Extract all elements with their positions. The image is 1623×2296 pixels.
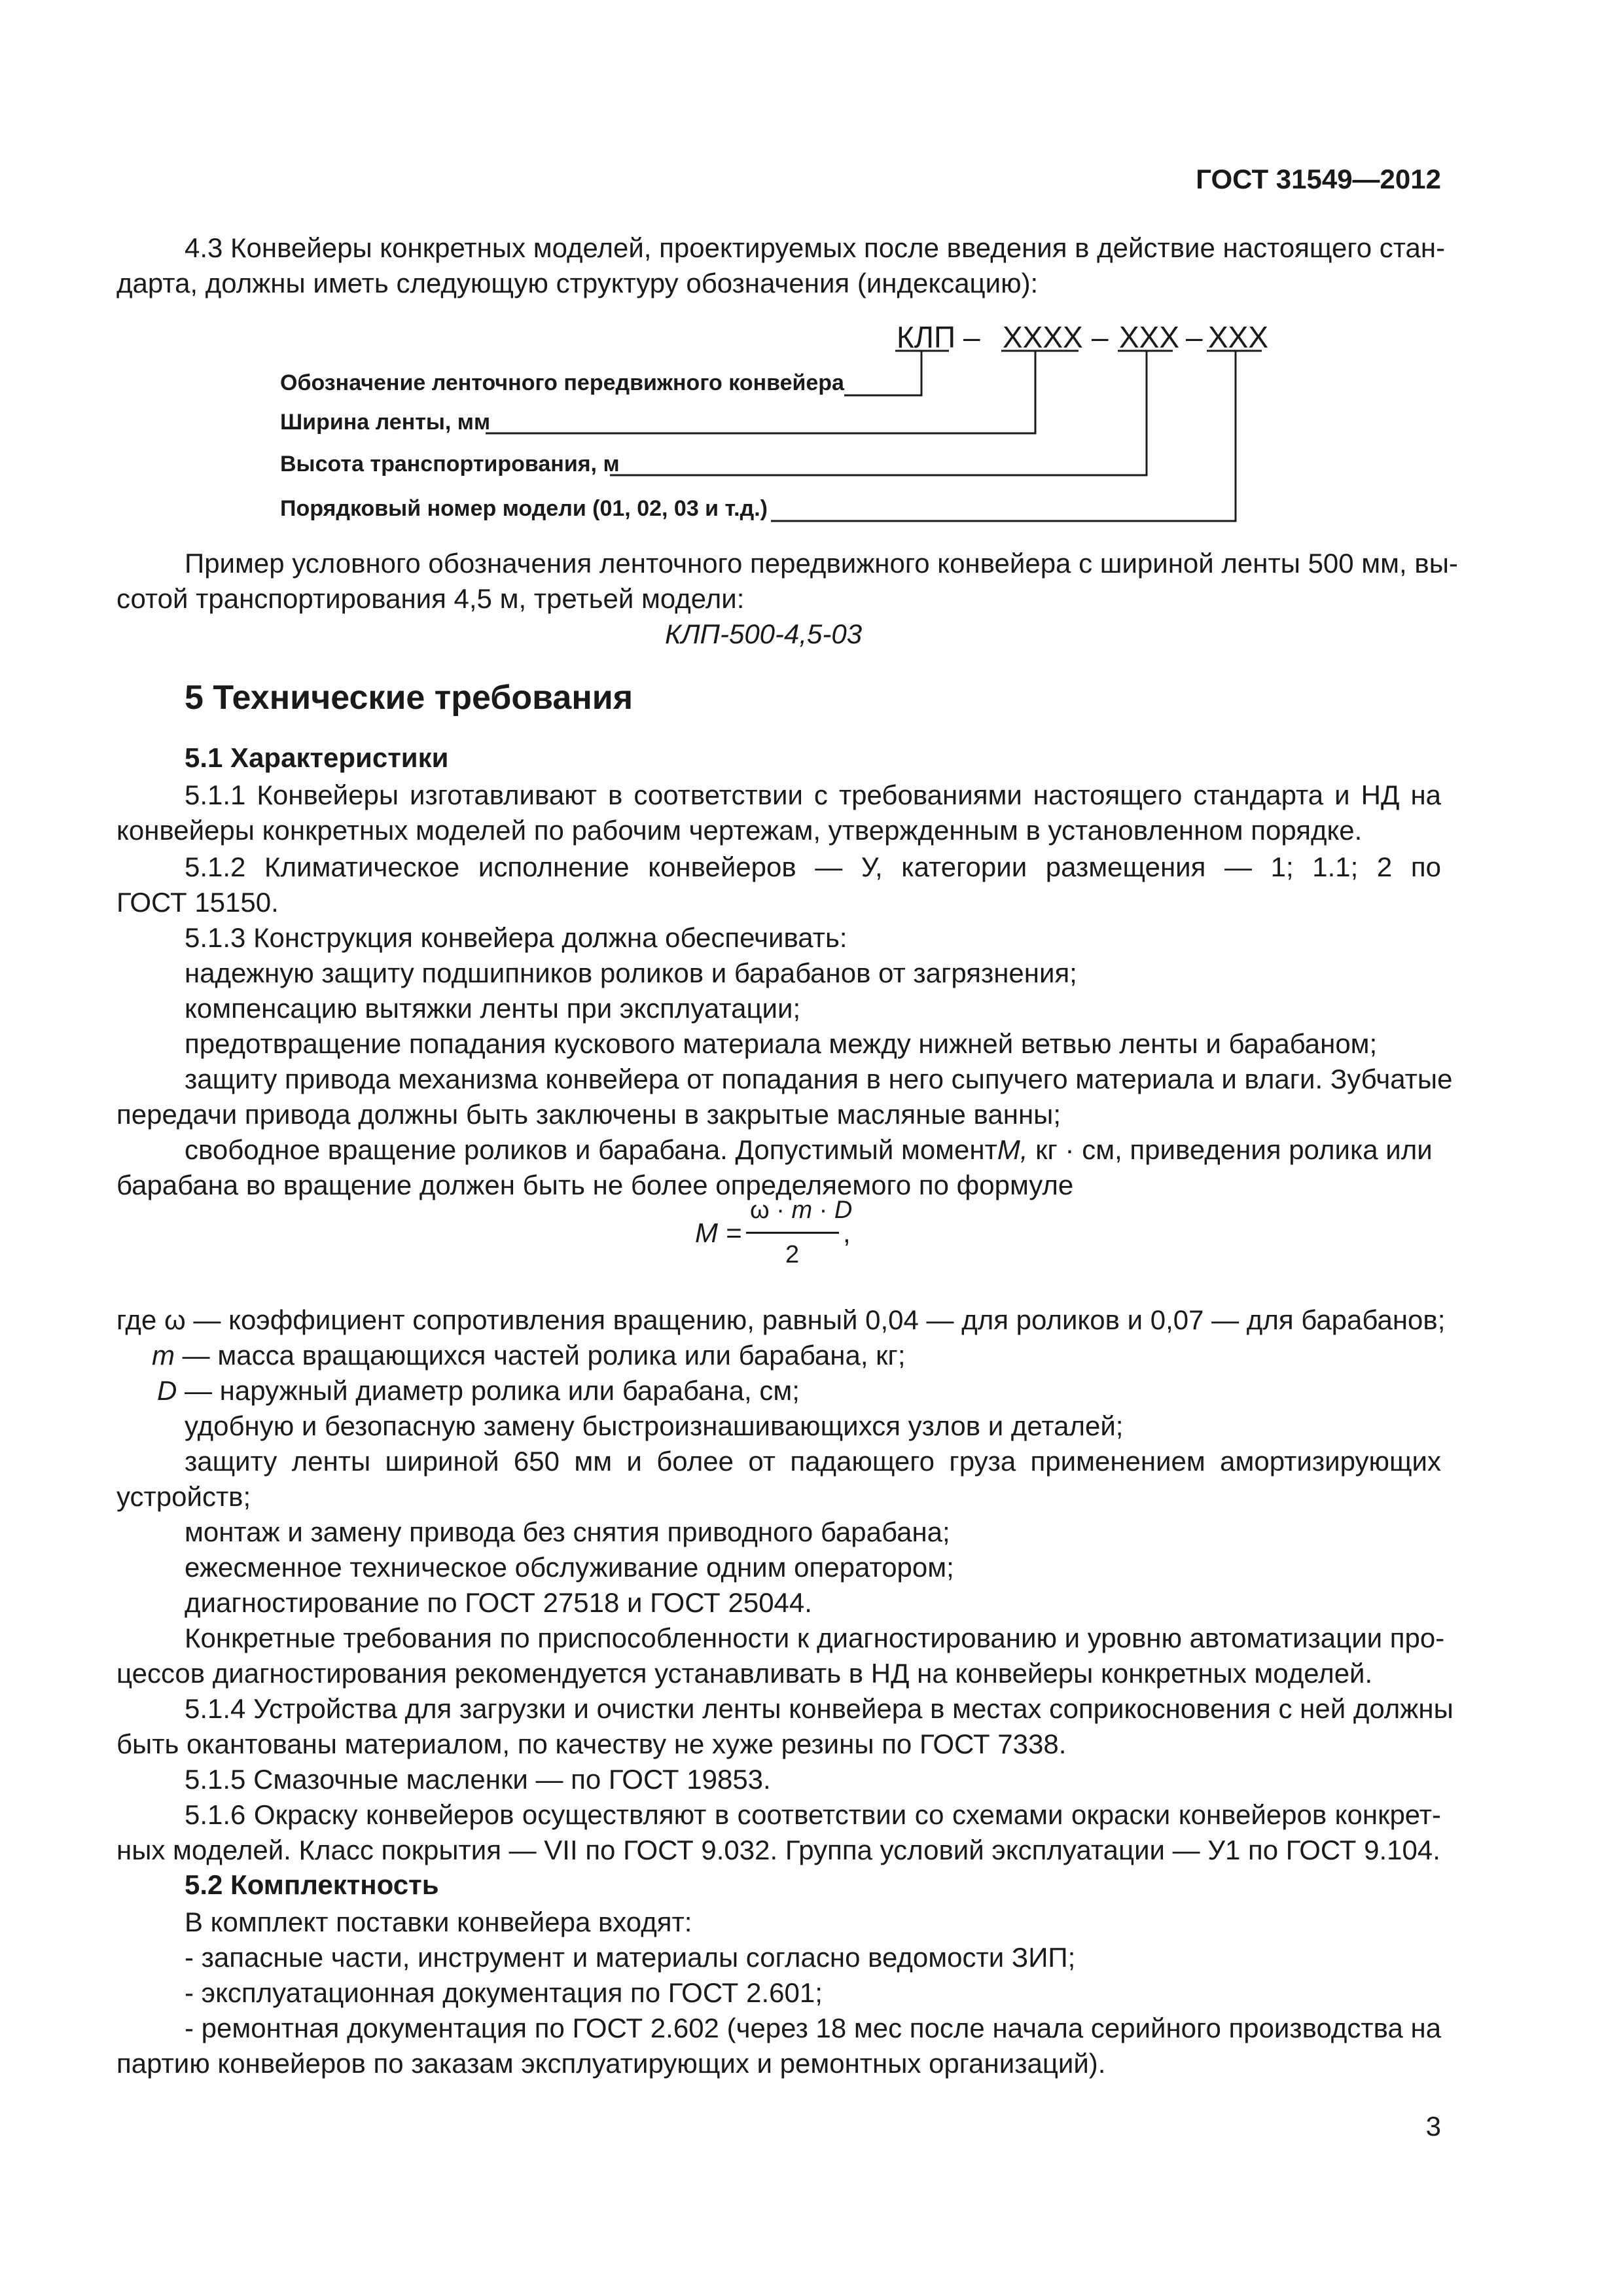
para-5-1-1-line2: конвейеры конкретных моделей по рабочим чертежам, утвержденным в установленном порядке. (116, 815, 1363, 846)
para-5-1-2-line1: 5.1.2 Климатическое исполнение конвейеров — У, категории размещения — 1; 1.1; 2 по (185, 852, 1441, 882)
item-maintenance: ежесменное техническое обслуживание одним оператором; (185, 1552, 954, 1583)
where-m-text: — масса вращающихся частей ролика или барабана, кг; (175, 1340, 906, 1371)
diagnostics-line2: цессов диагностирования рекомендуется устанавливать в НД на конвейеры конкретных моделей. (116, 1658, 1373, 1689)
moment-symbol: M, (997, 1134, 1028, 1165)
formula-dot: · (819, 1196, 828, 1224)
para-5-1-4-line2: быть окантованы материалом, по качеству не хуже резины по ГОСТ 7338. (116, 1729, 1067, 1759)
label-model-number: Порядковый номер модели (01, 02, 03 и т.д.) (280, 496, 768, 521)
para-5-1-1-line1: 5.1.1 Конвейеры изготавливают в соответствии с требованиями настоящего стандарта и НД на (185, 780, 1441, 810)
para-5-1-5: 5.1.5 Смазочные масленки — по ГОСТ 19853. (185, 1764, 771, 1795)
diagnostics-line1: Конкретные требования по приспособленности к диагностированию и уровню автоматизации про- (185, 1623, 1445, 1653)
where-d (157, 1373, 800, 1408)
item-diagnostics: диагностирование по ГОСТ 27518 и ГОСТ 25044. (185, 1587, 812, 1618)
where-prefix: где (116, 1304, 164, 1335)
formula-numerator (750, 1196, 852, 1225)
para-5-1-4-line1: 5.1.4 Устройства для загрузки и очистки ленты конвейера в местах соприкосновения с ней должны (185, 1693, 1454, 1724)
token-height: XXX (1119, 320, 1180, 354)
para-5-1-6-line1: 5.1.6 Окраску конвейеров осуществляют в соответствии со схемами окраски конвейеров конкрет- (185, 1799, 1441, 1830)
document-number: ГОСТ 31549—2012 (1196, 164, 1441, 194)
kit-item-operational-docs: - эксплуатационная документация по ГОСТ 2.601; (185, 1977, 823, 2008)
subsection-5-2-title: 5.2 Комплектность (185, 1869, 439, 1900)
subsection-5-1-title: 5.1 Характеристики (185, 742, 449, 773)
rotation-line1-part2: кг · см, приведения ролика или (1027, 1134, 1433, 1165)
formula-omega: ω · (750, 1196, 785, 1224)
drive-protection-line1: защиту привода механизма конвейера от попадания в него сыпучего материала и влаги. Зубчатые (185, 1064, 1453, 1094)
para-5-1-2-line2: ГОСТ 15150. (116, 887, 279, 918)
kit-item-spare-parts: - запасные части, инструмент и материалы согласно ведомости ЗИП; (185, 1942, 1076, 1973)
section-5-title: 5 Технические требования (185, 679, 633, 717)
page-number: 3 (1425, 2111, 1441, 2142)
token-model: XXX (1208, 320, 1269, 354)
where-omega (116, 1302, 1445, 1338)
rotation-line1-part1: свободное вращение роликов и барабана. Допустимый момент (185, 1134, 997, 1165)
rotation-line2: барабана во вращение должен быть не более определяемого по формуле (116, 1170, 1074, 1200)
kit-repair-line2: партию конвейеров по заказам эксплуатирующих и ремонтных организаций). (116, 2048, 1106, 2079)
example-code: КЛП-500-4,5-03 (665, 619, 863, 649)
example-line2: сотой транспортирования 4,5 м, третьей модели: (116, 583, 745, 614)
formula-d: D (834, 1196, 853, 1224)
formula-m: m (791, 1196, 813, 1224)
token-dash-2: – (1092, 320, 1109, 354)
formula-fraction-bar (746, 1232, 839, 1234)
label-transport-height: Высота транспортирования, м (280, 452, 620, 476)
para-4-3-line1: 4.3 Конвейеры конкретных моделей, проектируемых после введения в действие настоящего стан- (185, 232, 1446, 263)
label-conveyor-designation: Обозначение ленточного передвижного конвейера (280, 370, 844, 395)
para-5-1-3-intro: 5.1.3 Конструкция конвейера должна обеспечивать: (185, 922, 847, 953)
where-omega-symbol: ω (164, 1304, 186, 1335)
where-d-symbol: D (157, 1375, 177, 1406)
token-klp: КЛП (897, 320, 956, 354)
item-bearing-protection: надежную защиту подшипников роликов и барабанов от загрязнения; (185, 958, 1077, 988)
where-m-symbol: m (152, 1340, 175, 1371)
para-4-3-line2: дарта, должны иметь следующую структуру обозначения (индексацию): (116, 268, 1039, 298)
formula-denominator: 2 (785, 1241, 800, 1268)
item-lump-prevention: предотвращение попадания кускового материала между нижней ветвью ленты и барабаном; (185, 1028, 1378, 1059)
item-wear-parts-replacement: удобную и безопасную замену быстроизнашивающихся узлов и деталей; (185, 1410, 1124, 1441)
token-width: XXXX (1003, 320, 1083, 354)
designation-leader-lines (0, 0, 1623, 589)
where-d-text: — наружный диаметр ролика или барабана, см; (177, 1375, 800, 1406)
token-dash-3: – (1186, 320, 1203, 354)
formula-lhs: M = (695, 1217, 742, 1248)
example-line1: Пример условного обозначения ленточного передвижного конвейера с шириной ленты 500 мм, вы- (185, 548, 1458, 579)
belt-protection-line2: устройств; (116, 1481, 251, 1512)
formula-trailing-comma: , (843, 1217, 851, 1248)
label-belt-width: Ширина ленты, мм (280, 410, 491, 435)
item-belt-compensation: компенсацию вытяжки ленты при эксплуатации; (185, 993, 801, 1024)
belt-protection-line1: защиту ленты шириной 650 мм и более от падающего груза применением амортизирующих (185, 1446, 1441, 1477)
where-m (152, 1338, 906, 1373)
where-omega-text: — коэффициент сопротивления вращению, равный 0,04 — для роликов и 0,07 — для барабанов; (185, 1304, 1446, 1335)
rotation-line1 (185, 1132, 1441, 1168)
item-drive-mounting: монтаж и замену привода без снятия приводного барабана; (185, 1516, 950, 1547)
drive-protection-line2: передачи привода должны быть заключены в закрытые масляные ванны; (116, 1099, 1061, 1130)
token-dash-1: – (963, 320, 980, 354)
para-5-2-intro: В комплект поставки конвейера входят: (185, 1907, 692, 1937)
kit-repair-line1: - ремонтная документация по ГОСТ 2.602 (через 18 мес после начала серийного производства на (185, 2013, 1442, 2043)
para-5-1-6-line2: ных моделей. Класс покрытия — VII по ГОСТ 9.032. Группа условий эксплуатации — У1 по ГОСТ 9.104. (116, 1835, 1440, 1865)
